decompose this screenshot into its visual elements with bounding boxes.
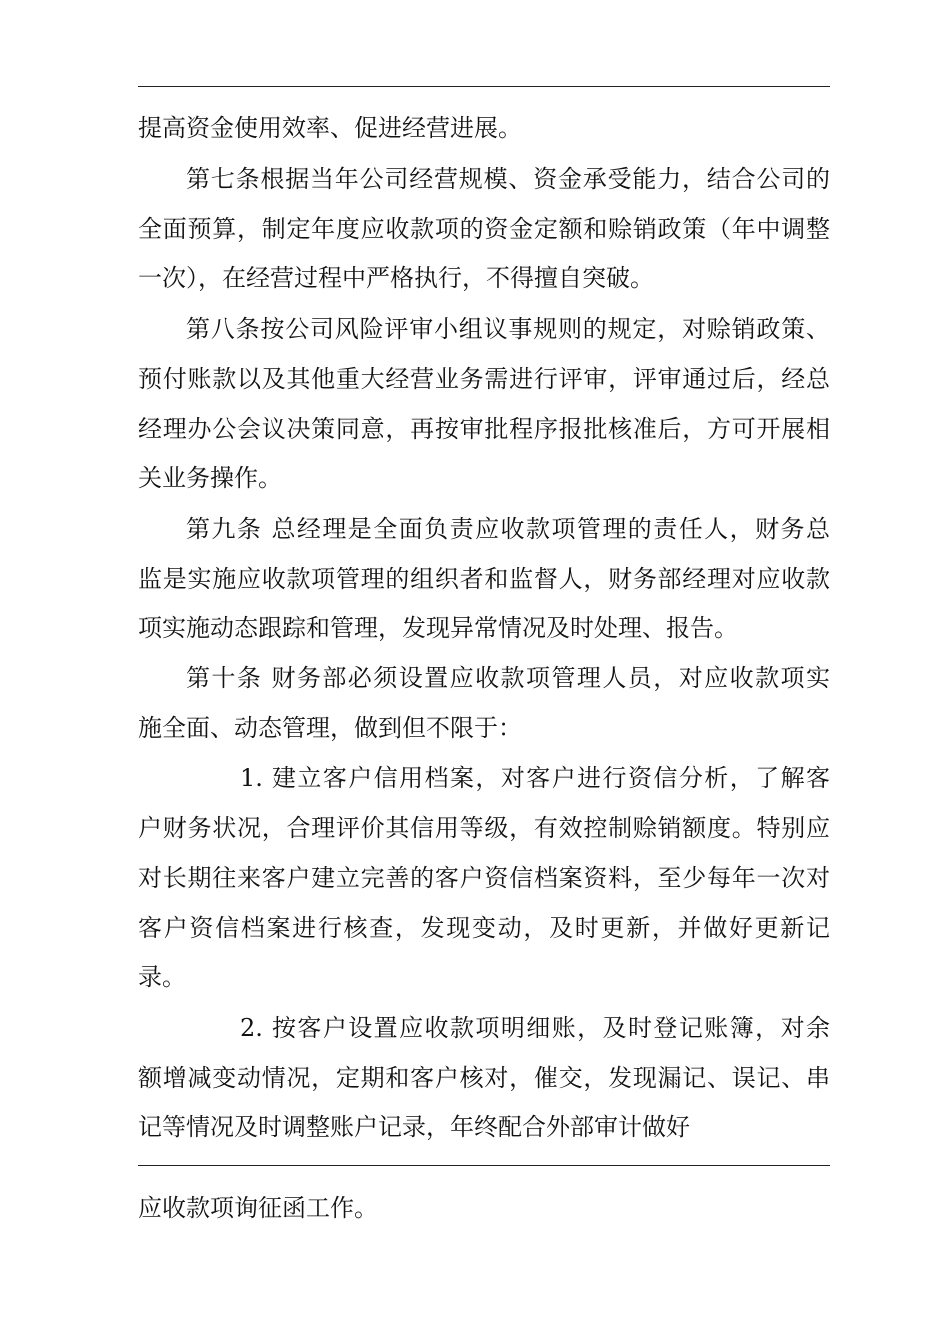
text-line: 项实施动态跟踪和管理，发现异常情况及时处理、报告。 bbox=[138, 614, 738, 642]
text-line: 第十条 财务部必须设置应收款项管理人员，对应收款项实 bbox=[186, 664, 830, 692]
text-line: 监是实施应收款项管理的组织者和监督人，财务部经理对应收款 bbox=[138, 565, 830, 593]
list-item-line: 2. 按客户设置应收款项明细账，及时登记账簿，对余 bbox=[240, 1014, 830, 1042]
next-page-text-line: 应收款项询征函工作。 bbox=[138, 1194, 378, 1222]
text-line: 客户资信档案进行核查，发现变动，及时更新，并做好更新记 bbox=[138, 914, 830, 942]
list-item-line: 1. 建立客户信用档案，对客户进行资信分析，了解客 bbox=[240, 764, 830, 792]
text-line: 一次），在经营过程中严格执行，不得擅自突破。 bbox=[138, 264, 654, 292]
text-line: 提高资金使用效率、促进经营进展。 bbox=[138, 114, 522, 142]
text-line: 施全面、动态管理，做到但不限于： bbox=[138, 714, 522, 742]
text-line: 经理办公会议决策同意，再按审批程序报批核准后，方可开展相 bbox=[138, 415, 830, 443]
text-line: 第九条 总经理是全面负责应收款项管理的责任人，财务总 bbox=[186, 515, 830, 543]
text-line: 第八条按公司风险评审小组议事规则的规定，对赊销政策、 bbox=[186, 315, 830, 343]
text-line: 户财务状况，合理评价其信用等级，有效控制赊销额度。特别应 bbox=[138, 814, 830, 842]
text-line: 记等情况及时调整账户记录，年终配合外部审计做好 bbox=[138, 1113, 690, 1141]
text-line: 关业务操作。 bbox=[138, 464, 282, 492]
text-line: 对长期往来客户建立完善的客户资信档案资料，至少每年一次对 bbox=[138, 864, 830, 892]
text-line: 全面预算，制定年度应收款项的资金定额和赊销政策（年中调整 bbox=[138, 215, 830, 243]
page-top-rule bbox=[138, 86, 830, 87]
text-line: 第七条根据当年公司经营规模、资金承受能力，结合公司的 bbox=[186, 165, 830, 193]
text-line: 额增减变动情况，定期和客户核对，催交，发现漏记、误记、串 bbox=[138, 1064, 830, 1092]
text-line: 预付账款以及其他重大经营业务需进行评审，评审通过后，经总 bbox=[138, 365, 830, 393]
page-bottom-rule bbox=[138, 1165, 830, 1166]
text-line: 录。 bbox=[138, 963, 186, 991]
